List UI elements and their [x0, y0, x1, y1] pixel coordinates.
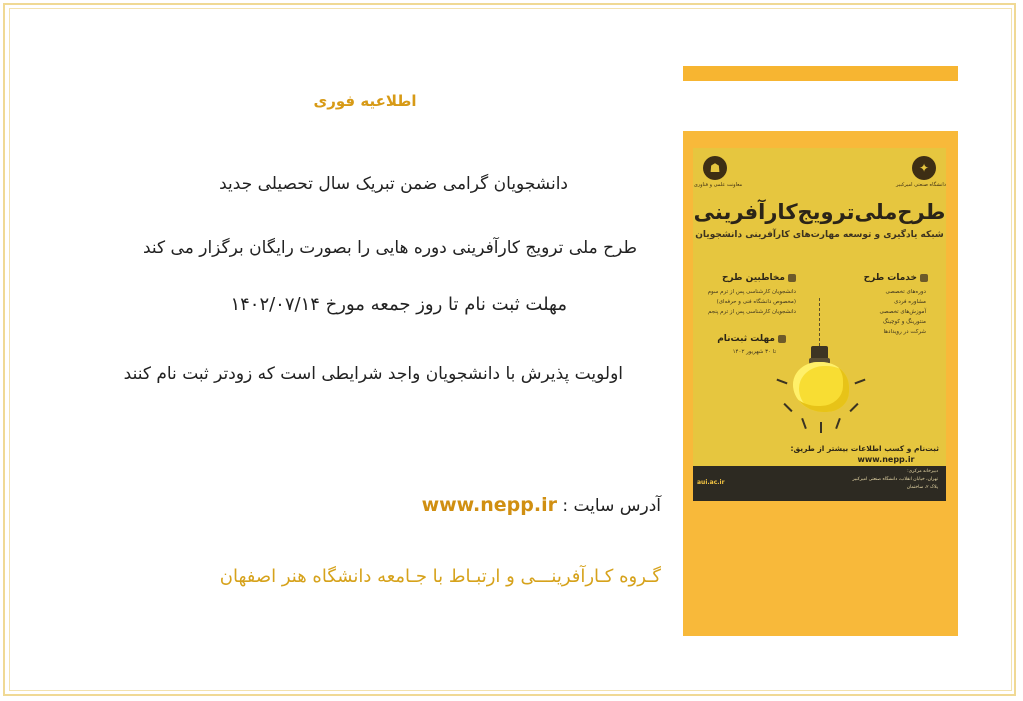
light-ray [776, 379, 787, 385]
audience-item: (مخصوص دانشگاه فنی و حرفه‌ای) [716, 299, 796, 305]
priority-line: اولویت پذیرش با دانشجویان واجد شرایطی است که زودتر ثبت نام کنند [123, 364, 623, 384]
service-item: آموزش‌های تخصصی [879, 309, 926, 315]
audience-icon [788, 274, 796, 282]
poster-cta: ثبت‌نام و کسب اطلاعات بیشتر از طریق: [790, 444, 939, 453]
service-item: دوره‌های تخصصی [885, 289, 926, 295]
footer-line: پلاک ۲، ساختمان [906, 485, 938, 490]
crumpled-paper-bulb-icon [793, 362, 849, 412]
program-line: طرح ملی ترویج کارآفرینی دوره هایی را بصورت رایگان برگزار می کند [143, 238, 637, 258]
site-label: آدرس سایت : [562, 496, 661, 516]
poster-org-left: معاونت علمی و فناوری [693, 182, 743, 188]
light-ray [801, 418, 807, 429]
audience-item: دانشجویان کارشناسی پس از ترم سوم [707, 289, 796, 295]
footer-badge: aui.ac.ir [697, 479, 725, 486]
site-url-link[interactable]: www.nepp.ir [421, 494, 557, 516]
greeting-line: دانشجویان گرامی ضمن تبریک سال تحصیلی جدید [219, 174, 568, 194]
footer-line: دبیرخانه مرکزی: [907, 469, 938, 474]
services-heading: خدمات طرح [864, 273, 928, 283]
light-ray [783, 403, 792, 412]
top-accent-bar [683, 66, 958, 81]
deadline-heading: مهلت ثبت‌نام [717, 334, 786, 344]
poster-url: www.nepp.ir [857, 455, 915, 464]
emblem-logo-icon: ☗ [703, 156, 727, 180]
bulb-wire [819, 298, 820, 346]
light-ray [835, 418, 841, 429]
university-logo-icon: ✦ [912, 156, 936, 180]
service-item: مشاوره فردی [894, 299, 926, 305]
footer-line: تهران، خیابان انقلاب، دانشگاه صنعتی امیرکبیر [852, 477, 938, 482]
light-ray [854, 379, 865, 385]
announcement-headline: اطلاعیه فوری [313, 92, 417, 110]
deadline-text: تا ۳۰ شهریور ۱۴۰۲ [732, 349, 776, 355]
light-ray [849, 403, 858, 412]
poster-org-right: دانشگاه صنعتی امیرکبیر [896, 182, 946, 188]
calendar-icon [778, 335, 786, 343]
service-item: شرکت در رویدادها [883, 329, 926, 335]
audience-item: دانشجویان کارشناسی پس از ترم پنجم [708, 309, 796, 315]
audience-heading: مخاطبین طرح [722, 273, 796, 283]
signature: گـروه کـارآفرینـــی و ارتبـاط با جـامعه دانشگاه هنر اصفهان [219, 566, 661, 587]
poster-image [693, 148, 946, 501]
poster-subtitle: شبکه یادگیری و توسعه مهارت‌های کارآفرینی دانشجویان [695, 230, 944, 240]
site-address [422, 494, 661, 516]
service-item: منتورینگ و کوچینگ [882, 319, 926, 325]
deadline-line: مهلت ثبت نام تا روز جمعه مورخ ۱۴۰۲/۰۷/۱۴ [230, 294, 567, 315]
poster-title: طرح‌ملی‌ترویج‌کارآفرینی [693, 200, 946, 224]
services-icon [920, 274, 928, 282]
light-ray [820, 422, 822, 433]
poster-footer [693, 466, 946, 501]
